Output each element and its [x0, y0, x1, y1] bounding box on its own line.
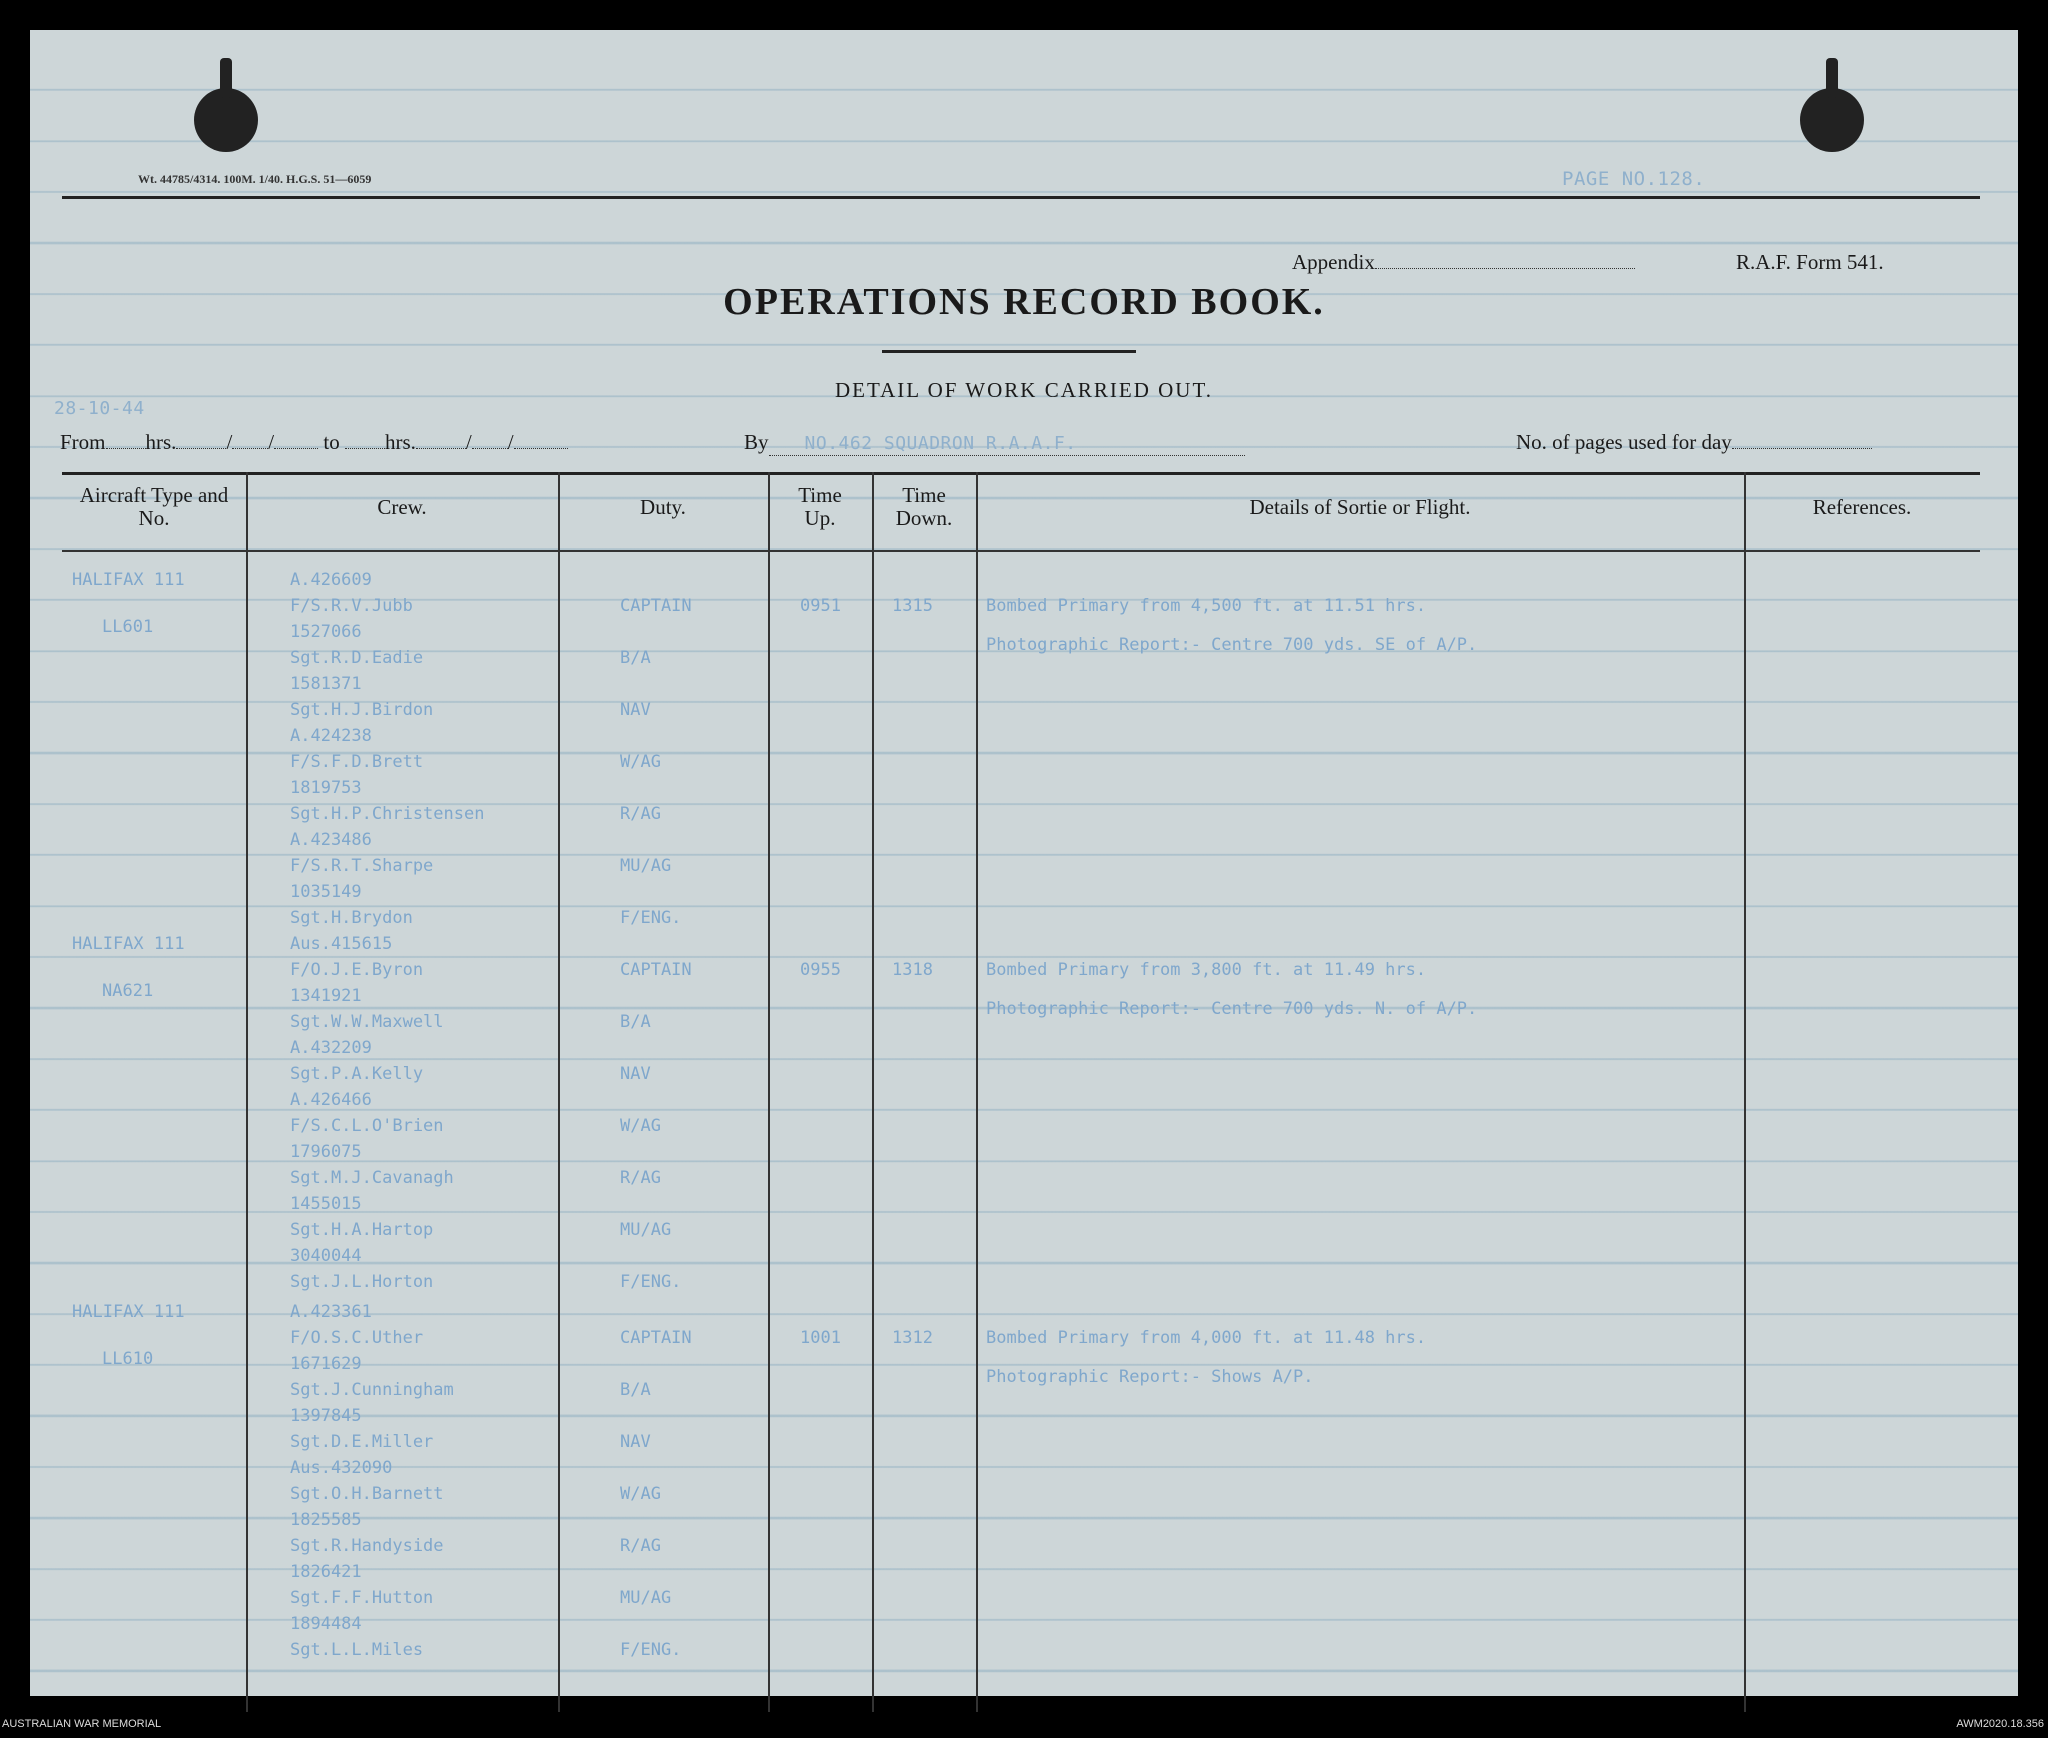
to-blank-3 — [472, 448, 508, 449]
table-header-rule — [62, 550, 1980, 552]
crew-member-name: Sgt.M.J.Cavanagh — [290, 1168, 454, 1188]
from-blank-2 — [176, 448, 226, 449]
crew-duty: B/A — [620, 648, 651, 668]
appendix-blank — [1375, 268, 1635, 269]
crew-duty: R/AG — [620, 1168, 661, 1188]
hrs-label: hrs. — [145, 430, 177, 454]
crew-member-name: Sgt.R.Handyside — [290, 1536, 444, 1556]
appendix-field — [1292, 250, 1635, 275]
hrs-label-2: hrs. — [384, 430, 416, 454]
aircraft-number: NA621 — [102, 980, 154, 1001]
crew-duty: NAV — [620, 700, 651, 720]
crew-service-number: 1455015 — [290, 1194, 362, 1214]
crew-service-number: Aus.415615 — [290, 934, 393, 954]
by-field — [744, 430, 1245, 456]
crew-service-number: 1341921 — [290, 986, 362, 1006]
pages-label: No. of pages used for day — [1516, 430, 1732, 454]
sortie-detail: Bombed Primary from 4,000 ft. at 11.48 hrs. — [986, 1328, 1427, 1348]
crew-service-number: 1826421 — [290, 1562, 362, 1582]
time-up: 0955 — [800, 960, 841, 980]
time-down: 1312 — [892, 1328, 933, 1348]
page-number: PAGE NO.128. — [1562, 168, 1706, 190]
crew-duty: NAV — [620, 1064, 651, 1084]
crew-service-number: 1825585 — [290, 1510, 362, 1530]
col-header-references: References. — [1812, 495, 1912, 519]
crew-service-number: 3040044 — [290, 1246, 362, 1266]
sortie-detail: Bombed Primary from 4,500 ft. at 11.51 hrs. — [986, 596, 1427, 616]
photo-report: Photographic Report:- Centre 700 yds. SE of A/P. — [986, 635, 1478, 655]
crew-member-name: F/O.J.E.Byron — [290, 960, 424, 980]
top-rule — [62, 196, 1980, 199]
col-divider-3 — [768, 472, 770, 1712]
crew-member-name: Sgt.L.L.Miles — [290, 1640, 424, 1660]
crew-member-name: F/S.F.D.Brett — [290, 752, 424, 772]
crew-duty: R/AG — [620, 1536, 661, 1556]
from-blank-4 — [274, 448, 318, 449]
aircraft-type: HALIFAX 111 — [72, 1302, 185, 1322]
by-label: By — [744, 430, 769, 454]
punch-hole-left — [194, 88, 258, 152]
crew-service-number: 1581371 — [290, 674, 362, 694]
from-blank-3 — [232, 448, 268, 449]
crew-member-name: Sgt.H.P.Christensen — [290, 804, 485, 824]
col-divider-4 — [872, 472, 874, 1712]
pages-blank — [1732, 448, 1872, 449]
col-header-time-down: Time Down. — [895, 483, 953, 530]
crew-member-name: Sgt.W.W.Maxwell — [290, 1012, 444, 1032]
aircraft-number: LL610 — [102, 1348, 154, 1369]
crew-duty: NAV — [620, 1432, 651, 1452]
crew-member-name: Sgt.J.Cunningham — [290, 1380, 454, 1400]
crew-member-name: Sgt.R.D.Eadie — [290, 648, 424, 668]
time-up: 0951 — [800, 596, 841, 616]
crew-duty: MU/AG — [620, 1220, 672, 1240]
crew-member-name: Sgt.H.Brydon — [290, 908, 413, 928]
crew-member-name: Sgt.F.F.Hutton — [290, 1588, 434, 1608]
crew-member-name: Sgt.P.A.Kelly — [290, 1064, 424, 1084]
archive-credit: AUSTRALIAN WAR MEMORIAL — [2, 1718, 162, 1730]
crew-duty: CAPTAIN — [620, 596, 692, 616]
pages-used-field — [1516, 430, 1872, 455]
to-blank — [345, 448, 385, 449]
crew-duty: R/AG — [620, 804, 661, 824]
crew-duty: F/ENG. — [620, 908, 682, 928]
col-header-details: Details of Sortie or Flight. — [1249, 495, 1471, 519]
crew-member-name: Sgt.H.J.Birdon — [290, 700, 434, 720]
from-blank — [106, 448, 146, 449]
page-title: OPERATIONS RECORD BOOK. — [723, 281, 1325, 323]
col-header-crew: Crew. — [377, 495, 427, 519]
to-label: to — [323, 430, 340, 454]
crew-service-number: 1671629 — [290, 1354, 362, 1374]
from-label: From — [60, 430, 106, 454]
crew-member-name: F/S.R.V.Jubb — [290, 596, 413, 616]
time-down: 1315 — [892, 596, 933, 616]
crew-service-number: 1796075 — [290, 1142, 362, 1162]
aircraft-type: HALIFAX 111 — [72, 570, 185, 590]
crew-member-name: F/S.C.L.O'Brien — [290, 1116, 444, 1136]
aircraft-number: LL601 — [102, 616, 154, 637]
crew-member-name: Sgt.J.L.Horton — [290, 1272, 434, 1292]
page-subtitle: DETAIL OF WORK CARRIED OUT. — [835, 378, 1213, 402]
crew-member-name: F/S.R.T.Sharpe — [290, 856, 434, 876]
crew-service-number: 1819753 — [290, 778, 362, 798]
col-divider-1 — [246, 472, 248, 1712]
crew-duty: F/ENG. — [620, 1272, 682, 1292]
by-blank — [769, 430, 1245, 456]
crew-service-number: 1397845 — [290, 1406, 362, 1426]
aircraft-type: HALIFAX 111 — [72, 934, 185, 954]
crew-service-number: A.423361 — [290, 1302, 372, 1322]
sortie-table — [62, 472, 1980, 1712]
photo-report: Photographic Report:- Centre 700 yds. N. of A/P. — [986, 999, 1478, 1019]
title-underline — [882, 350, 1136, 353]
photo-report: Photographic Report:- Shows A/P. — [986, 1367, 1314, 1387]
squadron-name: NO.462 SQUADRON R.A.A.F. — [804, 433, 1077, 454]
col-header-time-up: Time Up. — [798, 483, 842, 530]
crew-service-number: A.424238 — [290, 726, 372, 746]
to-blank-4 — [514, 448, 568, 449]
col-divider-2 — [558, 472, 560, 1712]
table-top-rule — [62, 472, 1980, 475]
time-up: 1001 — [800, 1328, 841, 1348]
crew-duty: W/AG — [620, 752, 661, 772]
crew-member-name: Sgt.O.H.Barnett — [290, 1484, 444, 1504]
col-header-aircraft: Aircraft Type and No. — [79, 483, 229, 530]
crew-service-number: Aus.432090 — [290, 1458, 393, 1478]
col-divider-6 — [1744, 472, 1746, 1712]
appendix-label: Appendix — [1292, 250, 1375, 274]
crew-service-number: A.426609 — [290, 570, 372, 590]
print-reference: Wt. 44785/4314. 100M. 1/40. H.G.S. 51—6059 — [138, 172, 372, 186]
record-date: 28-10-44 — [54, 398, 145, 419]
crew-member-name: Sgt.H.A.Hartop — [290, 1220, 434, 1240]
crew-service-number: A.432209 — [290, 1038, 372, 1058]
from-to-field: From hrs. / / to hrs. / / — [60, 430, 568, 455]
crew-duty: W/AG — [620, 1484, 661, 1504]
punch-hole-right — [1800, 88, 1864, 152]
sortie-detail: Bombed Primary from 3,800 ft. at 11.49 hrs. — [986, 960, 1427, 980]
to-blank-2 — [416, 448, 466, 449]
crew-duty: MU/AG — [620, 856, 672, 876]
record-page — [30, 30, 2018, 1696]
col-divider-5 — [976, 472, 978, 1712]
time-down: 1318 — [892, 960, 933, 980]
crew-service-number: 1035149 — [290, 882, 362, 902]
crew-member-name: F/O.S.C.Uther — [290, 1328, 424, 1348]
crew-duty: CAPTAIN — [620, 960, 692, 980]
form-number: R.A.F. Form 541. — [1736, 250, 1884, 274]
archive-reference: AWM2020.18.356 — [1956, 1718, 2044, 1730]
crew-duty: B/A — [620, 1380, 651, 1400]
crew-service-number: 1894484 — [290, 1614, 362, 1634]
crew-service-number: A.423486 — [290, 830, 372, 850]
col-header-duty: Duty. — [640, 495, 686, 519]
crew-service-number: A.426466 — [290, 1090, 372, 1110]
crew-duty: F/ENG. — [620, 1640, 682, 1660]
crew-duty: CAPTAIN — [620, 1328, 692, 1348]
crew-duty: W/AG — [620, 1116, 661, 1136]
crew-member-name: Sgt.D.E.Miller — [290, 1432, 434, 1452]
crew-duty: B/A — [620, 1012, 651, 1032]
crew-duty: MU/AG — [620, 1588, 672, 1608]
crew-service-number: 1527066 — [290, 622, 362, 642]
